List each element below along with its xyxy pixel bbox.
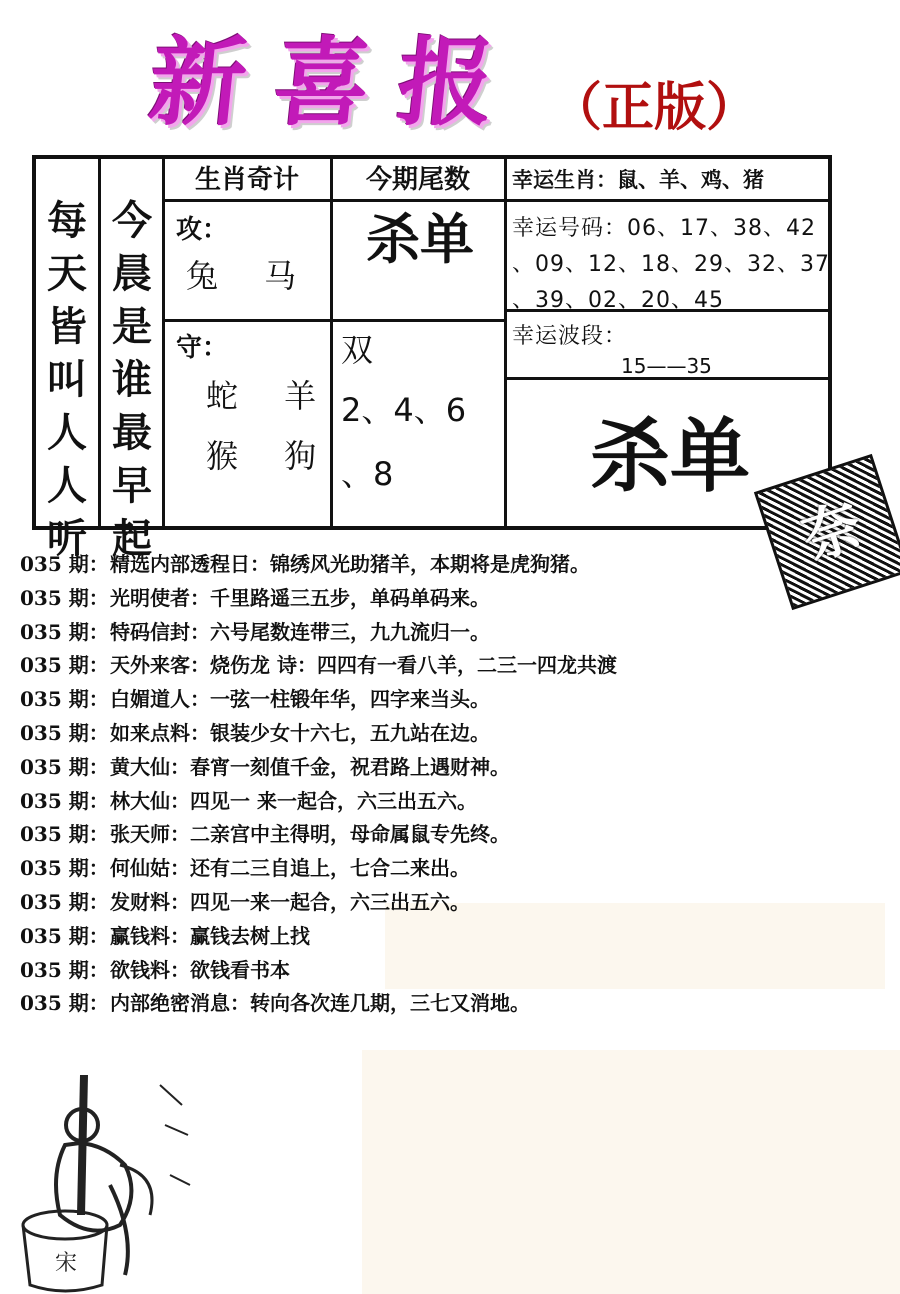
prediction-text: 如来点料：银装少女十六七，五九站在边。 [110,720,490,745]
prediction-text: 赢钱料：赢钱去树上找 [110,923,310,948]
masthead-title: 新喜报 [144,26,528,139]
list-item [20,886,870,920]
list-item [20,920,870,954]
list-item [20,717,870,751]
lucky-band-range: 15——35 [621,354,712,378]
period-label: 035 期： [20,991,109,1016]
tail-number-header: 今期尾数 [365,165,470,195]
list-item [20,548,870,582]
prediction-text: 白媚道人：一弦一柱锻年华，四字来当头。 [110,687,490,712]
list-item [20,751,870,785]
tail-digits-1: 2、4、6 [341,391,467,429]
list-item [20,818,870,852]
prediction-text: 欲钱料：欲钱看书本 [110,957,290,982]
lucky-band-label: 幸运波段： [512,324,628,349]
lucky-numbers-3: 、39、02、20、45 [512,288,724,313]
shaded-area [362,1050,900,1294]
period-label: 035 期： [20,687,109,712]
forecast-board [32,155,832,562]
prediction-list [20,548,870,1021]
list-item [20,954,870,988]
period-label: 035 期： [20,822,109,847]
lucky-numbers-1: 幸运号码：06、17、38、42 [512,216,816,241]
list-item [20,987,870,1021]
period-label: 035 期： [20,957,109,982]
prediction-text: 天外来客：烧伤龙 诗：四四有一看八羊，二三一四龙共渡 [110,653,617,678]
divider [162,159,165,526]
prediction-text: 精选内部透程日：锦绣风光助猪羊，本期将是虎狗猪。 [110,552,590,576]
lucky-zodiac: 幸运生肖：鼠、羊、鸡、猪 [512,167,764,192]
prediction-text: 林大仙：四见一 来一起合，六三出五六。 [110,788,477,813]
lucky-numbers-2: 、09、12、18、29、32、37 [512,252,830,277]
prediction-text: 内部绝密消息：转向各次连几期，三七又消地。 [110,991,530,1016]
defend-zodiacs-1: 蛇 羊 [206,377,335,415]
figure-illustration [10,1065,195,1294]
defend-zodiacs-2: 猴 狗 [206,437,335,475]
period-label: 035 期： [20,923,109,948]
prediction-text: 发财料：四见一来一起合，六三出五六。 [110,889,470,914]
defend-label: 守： [176,333,229,363]
parity-label: 双 [341,331,374,369]
list-item [20,852,870,886]
list-item [20,785,870,819]
kill-big-text: 杀单 [590,409,750,503]
period-label: 035 期： [20,585,109,610]
period-label: 035 期： [20,856,109,881]
list-item [20,683,870,717]
masthead-edition: （正版） [550,77,759,138]
figure-label: 宋 [55,1251,78,1276]
list-item [20,649,870,683]
stamp-seal: 奈 [754,454,900,610]
prediction-text: 张天师：二亲宫中主得明，母命属鼠专先终。 [110,822,510,847]
tail-kill-text: 杀单 [366,207,474,271]
period-label: 035 期： [20,889,109,914]
divider [98,159,101,526]
attack-zodiacs: 兔 马 [186,257,315,295]
attack-label: 攻： [176,215,229,245]
tail-digits-2: 、8 [341,455,394,493]
period-label: 035 期： [20,788,109,813]
slogan-right: 今晨是谁最早起 [112,197,152,562]
period-label: 035 期： [20,619,109,644]
list-item [20,582,870,616]
divider [162,319,504,322]
prediction-text: 光明使者：千里路遥三五步，单码单码来。 [110,585,490,610]
period-label: 035 期： [20,720,109,745]
prediction-text: 特码信封：六号尾数连带三，九九流归一。 [110,619,490,644]
prediction-text: 何仙姑：还有二三自追上，七合二来出。 [110,856,470,881]
list-item [20,616,870,650]
slogan-left: 每天皆叫人人听 [47,197,87,562]
period-label: 035 期： [20,653,109,678]
zodiac-plan-header: 生肖奇计 [194,165,299,195]
period-label: 035 期： [20,552,109,576]
prediction-text: 黄大仙：春宵一刻值千金，祝君路上遇财神。 [110,754,510,779]
period-label: 035 期： [20,754,109,779]
